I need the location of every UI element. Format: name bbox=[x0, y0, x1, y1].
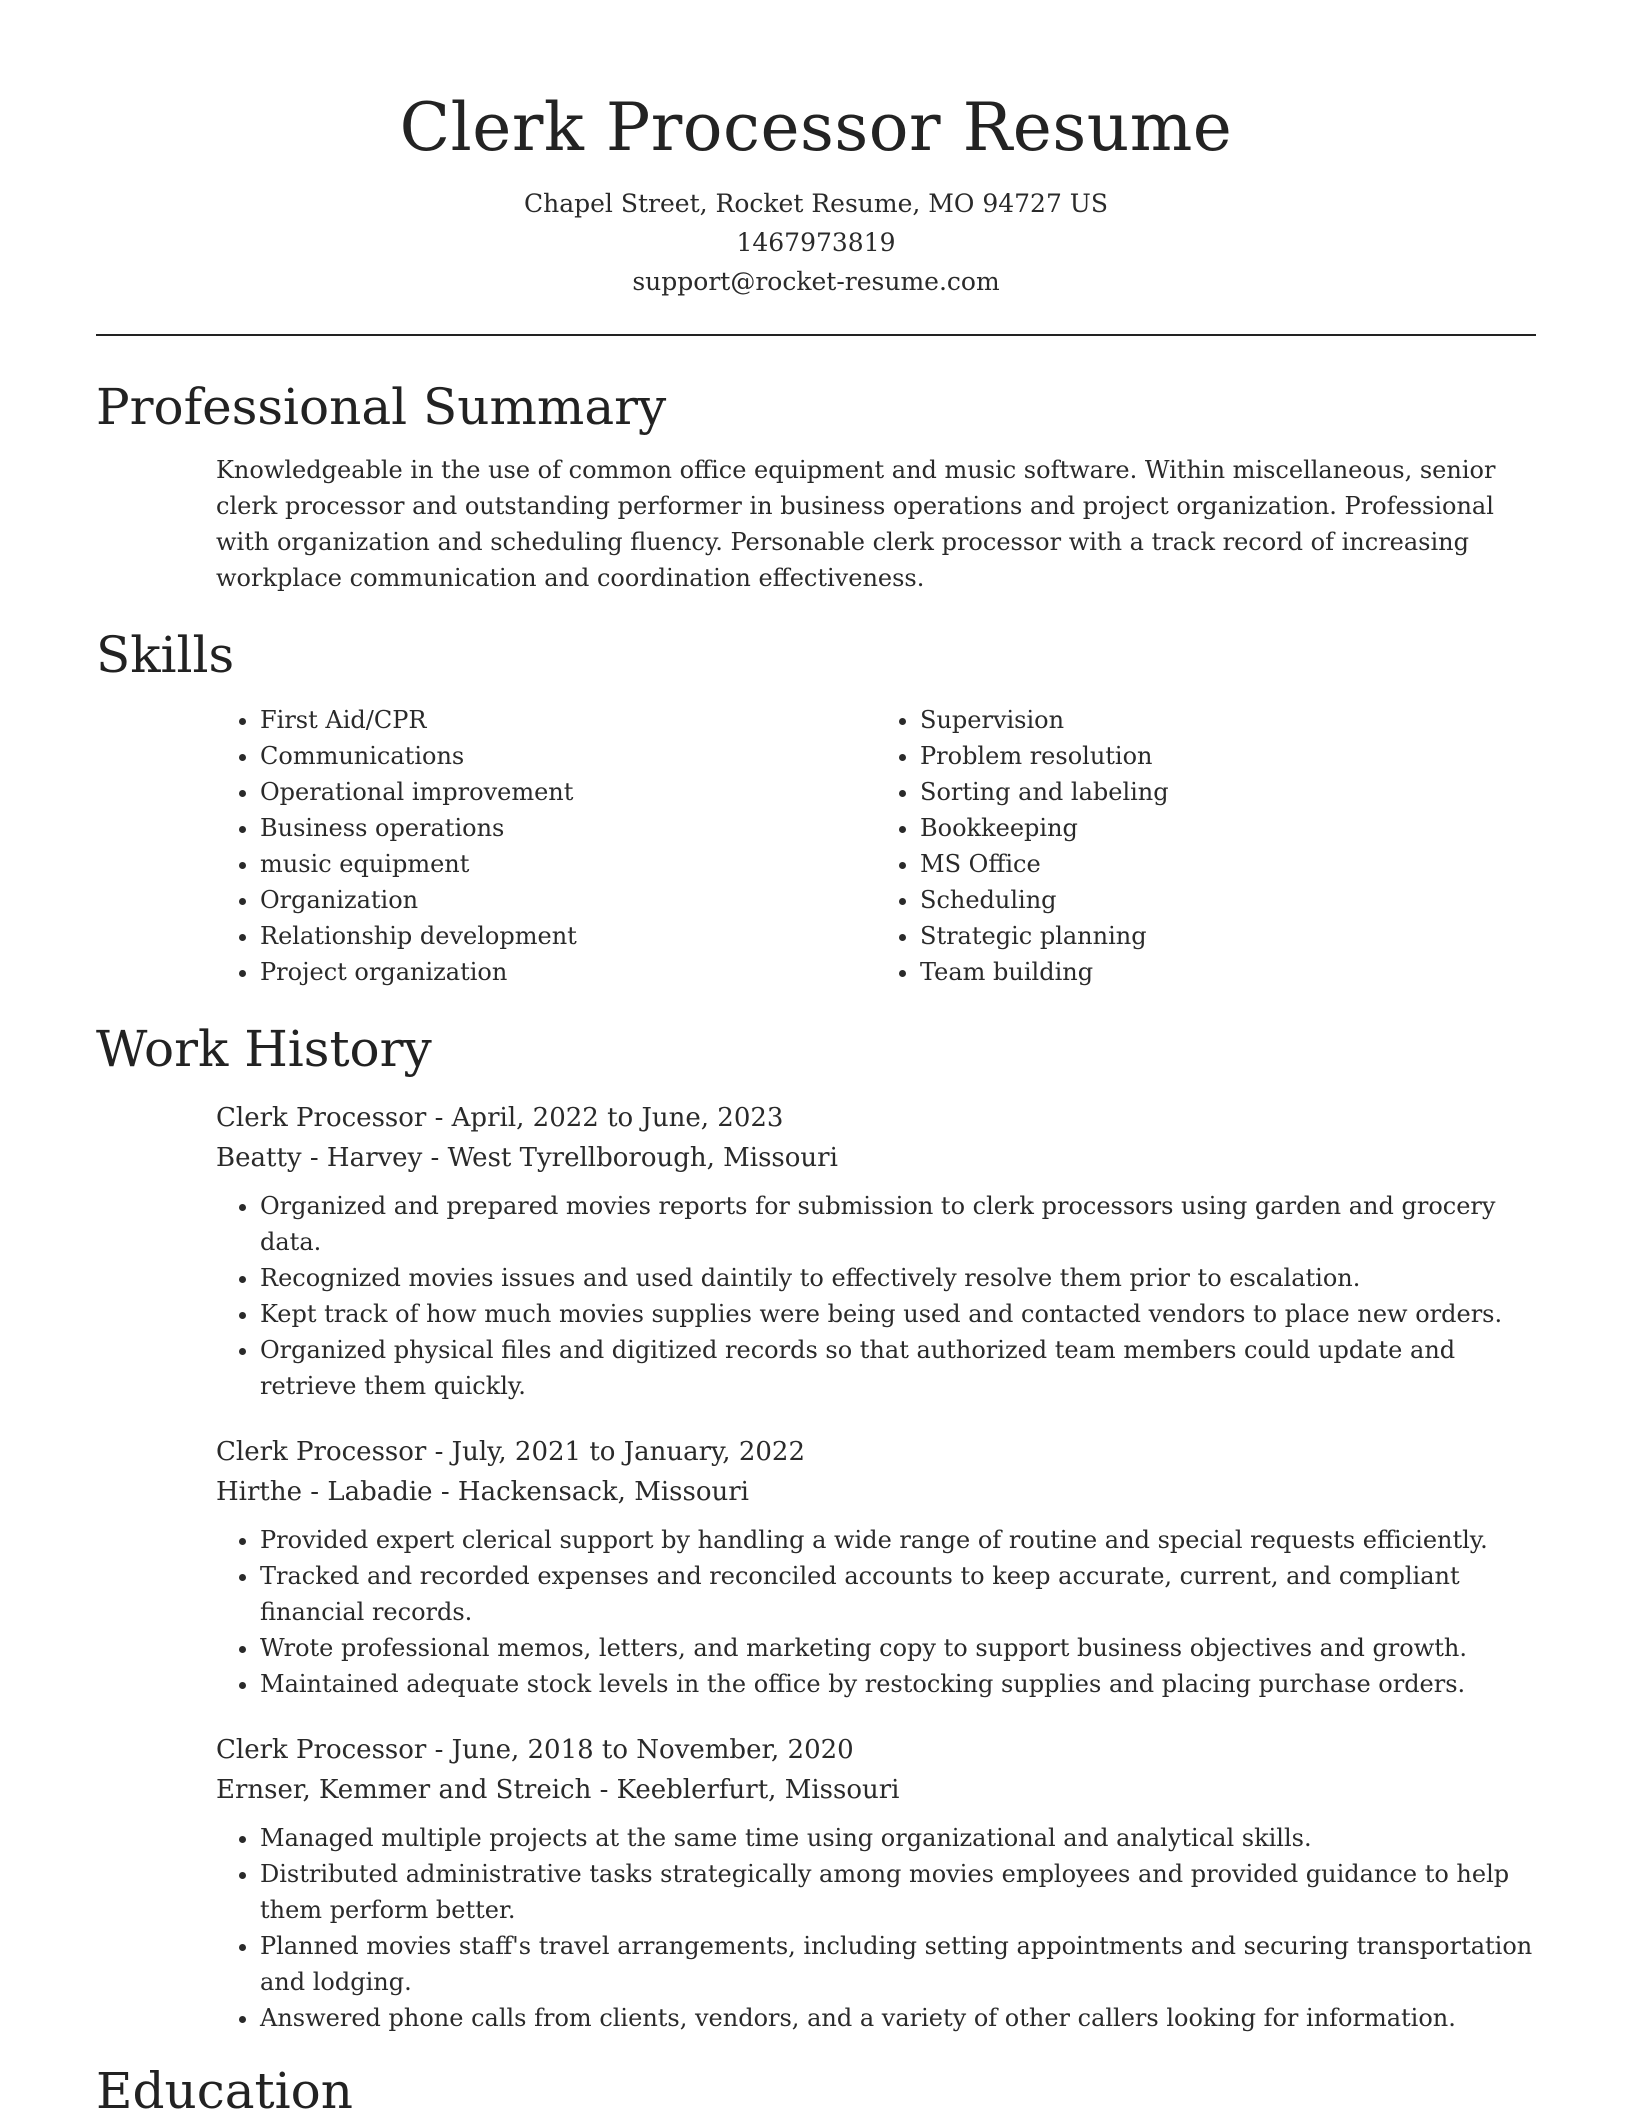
skill-item: • Supervision bbox=[920, 702, 1536, 738]
job-location: - Keeblerfurt, Missouri bbox=[591, 1775, 900, 1805]
job-bullet: • Tracked and recorded expenses and reconciled accounts to keep accurate, current, and compliant financial records. bbox=[260, 1558, 1536, 1630]
skill-item: • Project organization bbox=[260, 954, 876, 990]
job-bullet: • Managed multiple projects at the same time using organizational and analytical skills. bbox=[260, 1820, 1536, 1856]
work-history-section bbox=[96, 1016, 1536, 2036]
skill-item: • Operational improvement bbox=[260, 774, 876, 810]
education-heading: Education bbox=[96, 2062, 353, 2120]
job-bullet: • Planned movies staff's travel arrangements, including setting appointments and securing transportation and lodging. bbox=[260, 1928, 1536, 2000]
job-title-line bbox=[216, 1098, 1536, 1138]
skills-list-left bbox=[216, 702, 876, 990]
job-location: - Hackensack, Missouri bbox=[432, 1477, 749, 1507]
skills-heading: Skills bbox=[96, 626, 235, 684]
skill-item: • Relationship development bbox=[260, 918, 876, 954]
job-title: Clerk Processor bbox=[216, 1437, 427, 1467]
job-entry bbox=[216, 1432, 1536, 1702]
job-title-line bbox=[216, 1432, 1536, 1472]
skill-item: • Scheduling bbox=[920, 882, 1536, 918]
skill-item: • First Aid/CPR bbox=[260, 702, 876, 738]
job-bullet: • Distributed administrative tasks strategically among movies employees and provided guidance to help them perform better. bbox=[260, 1856, 1536, 1928]
job-bullet: • Provided expert clerical support by handling a wide range of routine and special requests efficiently. bbox=[260, 1522, 1536, 1558]
skill-item: • MS Office bbox=[920, 846, 1536, 882]
summary-text: Knowledgeable in the use of common office equipment and music software. Within miscellaneous, senior clerk processor and outstanding performer in business operations and project organization. Professional with organization and scheduling fluency. Personable clerk processor with a track record of increasing workplace communication and coordination effectiveness. bbox=[216, 456, 1496, 592]
contact-block bbox=[96, 184, 1536, 301]
skill-item: • Business operations bbox=[260, 810, 876, 846]
skill-item: • Team building bbox=[920, 954, 1536, 990]
education-section bbox=[96, 2058, 1536, 2124]
professional-summary-section bbox=[96, 374, 1536, 596]
job-company: Ernser, Kemmer and Streich bbox=[216, 1775, 592, 1805]
skill-item: • Communications bbox=[260, 738, 876, 774]
job-title: Clerk Processor bbox=[216, 1103, 427, 1133]
job-bullet: • Organized physical files and digitized records so that authorized team members could update and retrieve them quickly. bbox=[260, 1332, 1536, 1404]
skill-item: • music equipment bbox=[260, 846, 876, 882]
job-bullet: • Wrote professional memos, letters, and marketing copy to support business objectives and growth. bbox=[260, 1630, 1536, 1666]
contact-address: Chapel Street, Rocket Resume, MO 94727 US bbox=[524, 189, 1108, 218]
skill-item: • Bookkeeping bbox=[920, 810, 1536, 846]
contact-email: support@rocket-resume.com bbox=[632, 267, 1000, 296]
skill-item: • Organization bbox=[260, 882, 876, 918]
job-company-line bbox=[216, 1472, 1536, 1512]
skill-item: • Sorting and labeling bbox=[920, 774, 1536, 810]
job-entry bbox=[216, 1730, 1536, 2036]
job-bullet: • Answered phone calls from clients, vendors, and a variety of other callers looking for information. bbox=[260, 2000, 1536, 2036]
job-entry bbox=[216, 1098, 1536, 1404]
skill-item: • Problem resolution bbox=[920, 738, 1536, 774]
resume-header bbox=[96, 0, 1536, 301]
job-bullet: • Kept track of how much movies supplies were being used and contacted vendors to place new orders. bbox=[260, 1296, 1536, 1332]
contact-phone: 1467973819 bbox=[736, 228, 896, 257]
job-company-line bbox=[216, 1770, 1536, 1810]
skills-columns bbox=[216, 702, 1536, 990]
job-bullets bbox=[216, 1522, 1536, 1702]
job-company: Hirthe - Labadie bbox=[216, 1477, 433, 1507]
skill-item: • Strategic planning bbox=[920, 918, 1536, 954]
job-dates: - July, 2021 to January, 2022 bbox=[426, 1437, 805, 1467]
job-company: Beatty - Harvey bbox=[216, 1143, 423, 1173]
header-divider bbox=[96, 334, 1536, 336]
resume-title: Clerk Processor Resume bbox=[399, 89, 1233, 166]
job-title: Clerk Processor bbox=[216, 1735, 427, 1765]
skills-section bbox=[96, 622, 1536, 990]
job-company-line bbox=[216, 1138, 1536, 1178]
job-title-line bbox=[216, 1730, 1536, 1770]
job-bullet: • Recognized movies issues and used daintily to effectively resolve them prior to escalation. bbox=[260, 1260, 1536, 1296]
job-dates: - June, 2018 to November, 2020 bbox=[426, 1735, 854, 1765]
skills-list-right bbox=[876, 702, 1536, 990]
job-bullets bbox=[216, 1188, 1536, 1404]
work-history-heading: Work History bbox=[96, 1020, 432, 1078]
job-dates: - April, 2022 to June, 2023 bbox=[426, 1103, 784, 1133]
job-bullet: • Maintained adequate stock levels in the office by restocking supplies and placing purchase orders. bbox=[260, 1666, 1536, 1702]
summary-heading: Professional Summary bbox=[96, 378, 667, 436]
job-location: - West Tyrellborough, Missouri bbox=[422, 1143, 838, 1173]
job-bullet: • Organized and prepared movies reports for submission to clerk processors using garden and grocery data. bbox=[260, 1188, 1536, 1260]
job-bullets bbox=[216, 1820, 1536, 2036]
